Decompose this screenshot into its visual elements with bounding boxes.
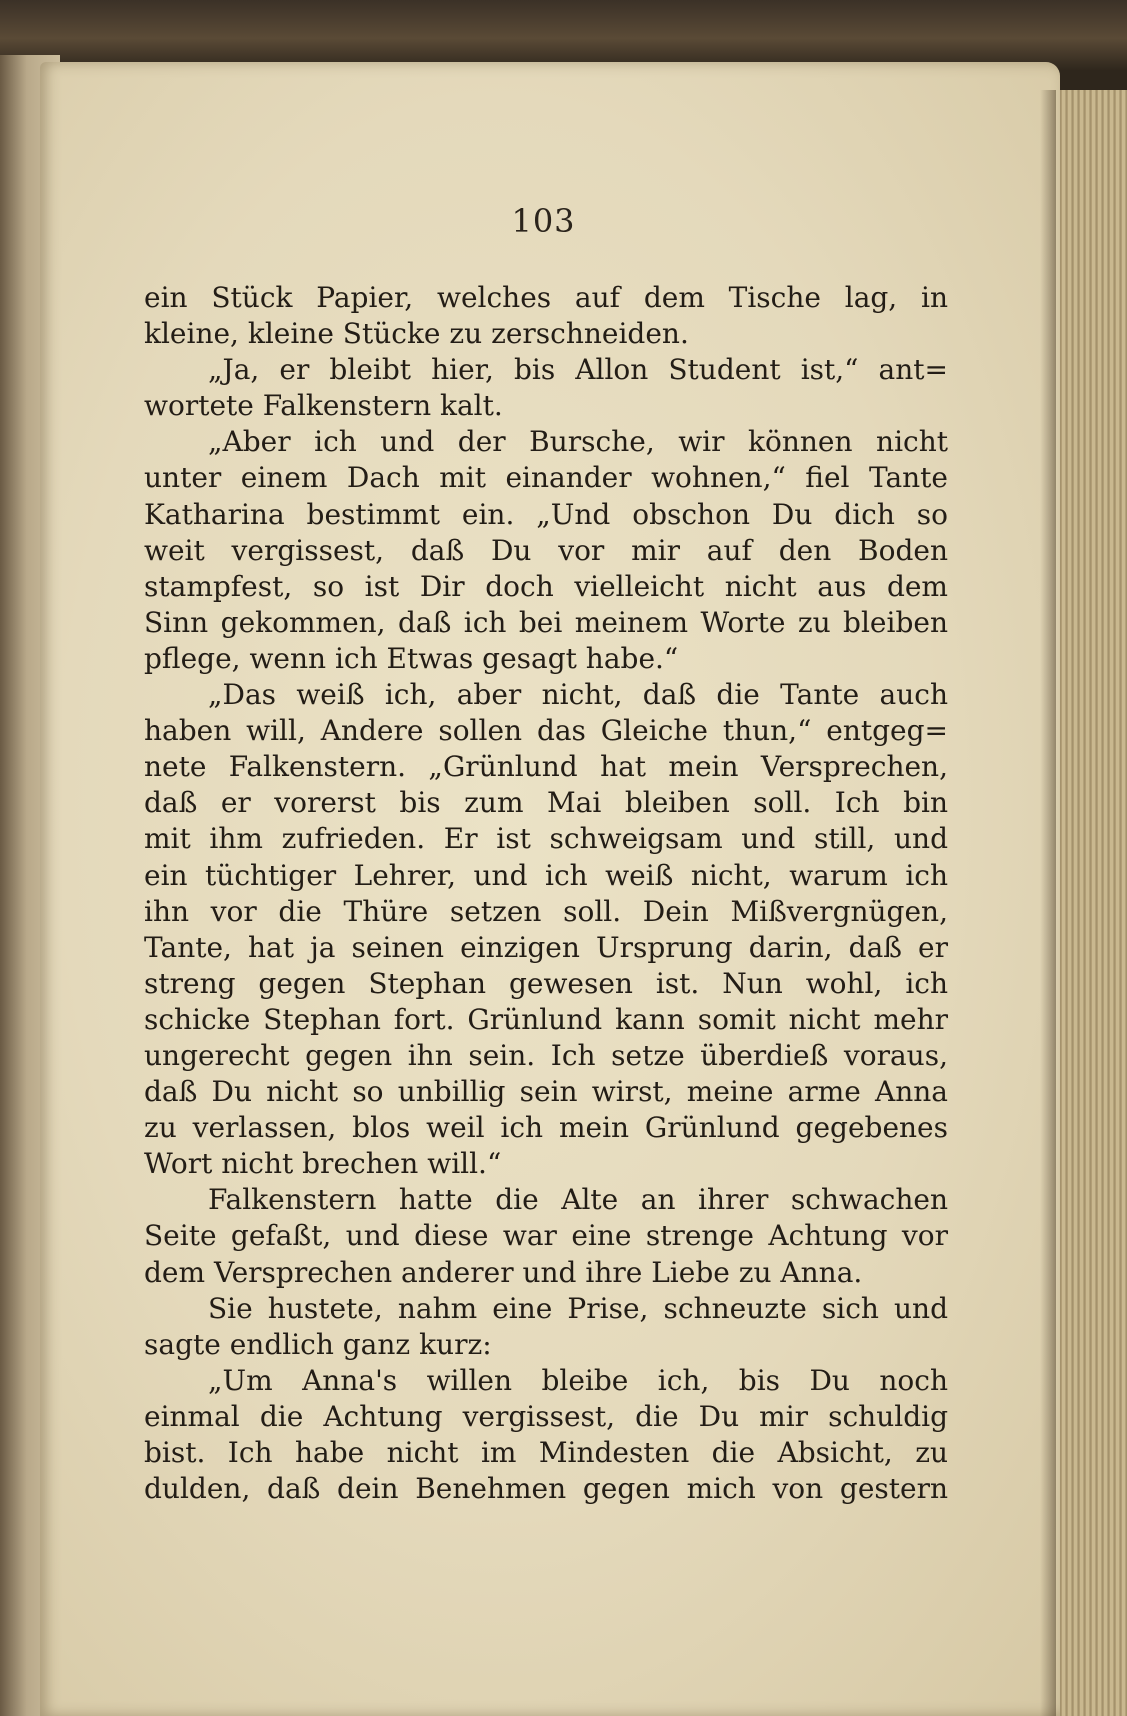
text-line-content: „Aber ich und der Bursche, wir können nicht bbox=[208, 425, 948, 459]
text-line bbox=[144, 1002, 948, 1038]
text-line bbox=[144, 1399, 948, 1435]
text-line bbox=[144, 533, 948, 569]
text-line bbox=[144, 497, 948, 533]
text-line-content: schicke Stephan fort. Grünlund kann somit nicht mehr bbox=[144, 1002, 948, 1036]
text-line bbox=[144, 1074, 948, 1110]
text-line-content: Katharina bestimmt ein. „Und obschon Du dich so bbox=[144, 497, 948, 531]
text-line bbox=[144, 1146, 948, 1182]
text-line bbox=[144, 677, 948, 713]
book-page bbox=[40, 62, 1060, 1716]
page-text-block bbox=[144, 280, 948, 1507]
text-line-content: pflege, wenn ich Etwas gesagt habe.“ bbox=[144, 641, 679, 675]
text-line bbox=[144, 1038, 948, 1074]
text-line-content: zu verlassen, blos weil ich mein Grünlund gegebenes bbox=[144, 1111, 948, 1145]
text-line bbox=[144, 424, 948, 460]
text-line bbox=[144, 1291, 948, 1327]
text-line-content: daß Du nicht so unbillig sein wirst, meine arme Anna bbox=[144, 1075, 948, 1109]
text-line bbox=[144, 1182, 948, 1218]
text-line-content: Seite gefaßt, und diese war eine strenge Achtung vor bbox=[144, 1219, 948, 1253]
text-line-content: ungerecht gegen ihn sein. Ich setze überdieß voraus, bbox=[144, 1038, 948, 1072]
page-stack-edges bbox=[1050, 90, 1127, 1716]
text-line-content: dem Versprechen anderer und ihre Liebe zu Anna. bbox=[144, 1255, 863, 1289]
text-line-content: nete Falkenstern. „Grünlund hat mein Versprechen, bbox=[144, 750, 948, 784]
text-line bbox=[144, 1363, 948, 1399]
text-line bbox=[144, 1110, 948, 1146]
text-line-content: Falkenstern hatte die Alte an ihrer schwachen bbox=[208, 1183, 948, 1217]
text-line-content: „Um Anna's willen bleibe ich, bis Du noch bbox=[208, 1363, 948, 1397]
text-line bbox=[144, 352, 948, 388]
text-line bbox=[144, 460, 948, 496]
text-line-content: mit ihm zufrieden. Er ist schweigsam und still, und bbox=[144, 822, 948, 856]
page-edge-shadow bbox=[1040, 90, 1056, 1716]
page-number: 103 bbox=[511, 202, 576, 240]
text-line bbox=[144, 1327, 948, 1363]
text-line-content: kleine, kleine Stücke zu zerschneiden. bbox=[144, 317, 689, 351]
text-line bbox=[144, 785, 948, 821]
text-line bbox=[144, 569, 948, 605]
text-line bbox=[144, 966, 948, 1002]
text-line bbox=[144, 280, 948, 316]
text-line-content: dulden, daß dein Benehmen gegen mich von gestern bbox=[144, 1472, 948, 1506]
text-line-content: „Ja, er bleibt hier, bis Allon Student ist,“ ant= bbox=[208, 353, 948, 387]
text-line-content: sagte endlich ganz kurz: bbox=[144, 1327, 492, 1361]
text-line-content: „Das weiß ich, aber nicht, daß die Tante auch bbox=[208, 678, 948, 712]
text-line bbox=[144, 894, 948, 930]
text-line-content: bist. Ich habe nicht im Mindesten die Absicht, zu bbox=[144, 1436, 948, 1469]
text-line bbox=[144, 641, 948, 677]
text-line-content: Tante, hat ja seinen einzigen Ursprung darin, daß er bbox=[144, 930, 948, 964]
text-line bbox=[144, 605, 948, 641]
text-line-content: ein tüchtiger Lehrer, und ich weiß nicht, warum ich bbox=[144, 858, 948, 892]
text-line-content: Sie hustete, nahm eine Prise, schneuzte sich und bbox=[208, 1291, 948, 1325]
text-line-content: haben will, Andere sollen das Gleiche thun,“ entgeg= bbox=[144, 714, 948, 748]
text-line bbox=[144, 713, 948, 749]
book-top-edge bbox=[0, 0, 1127, 70]
text-line-content: daß er vorerst bis zum Mai bleiben soll. Ich bin bbox=[144, 786, 948, 820]
text-line-content: Wort nicht brechen will.“ bbox=[144, 1147, 502, 1181]
text-line bbox=[144, 749, 948, 785]
text-line-content: ihn vor die Thüre setzen soll. Dein Mißvergnügen, bbox=[144, 894, 948, 928]
text-line-content: wortete Falkenstern kalt. bbox=[144, 389, 503, 423]
text-line-content: unter einem Dach mit einander wohnen,“ fiel Tante bbox=[144, 461, 948, 495]
text-line bbox=[144, 930, 948, 966]
text-line-content: Sinn gekommen, daß ich bei meinem Worte zu bleiben bbox=[144, 605, 948, 639]
text-line-content: stampfest, so ist Dir doch vielleicht nicht aus dem bbox=[144, 569, 948, 603]
text-line-content: weit vergissest, daß Du vor mir auf den Boden bbox=[144, 533, 948, 567]
text-line bbox=[144, 858, 948, 894]
text-line bbox=[144, 1471, 948, 1507]
text-line bbox=[144, 316, 948, 352]
text-line bbox=[144, 1435, 948, 1471]
text-line bbox=[144, 1255, 948, 1291]
text-line-content: streng gegen Stephan gewesen ist. Nun wohl, ich bbox=[144, 966, 948, 1000]
text-line-content: einmal die Achtung vergissest, die Du mir schuldig bbox=[144, 1399, 948, 1433]
text-line-content: ein Stück Papier, welches auf dem Tische lag, in bbox=[144, 281, 948, 314]
text-line bbox=[144, 388, 948, 424]
text-line bbox=[144, 1218, 948, 1254]
text-line bbox=[144, 821, 948, 857]
